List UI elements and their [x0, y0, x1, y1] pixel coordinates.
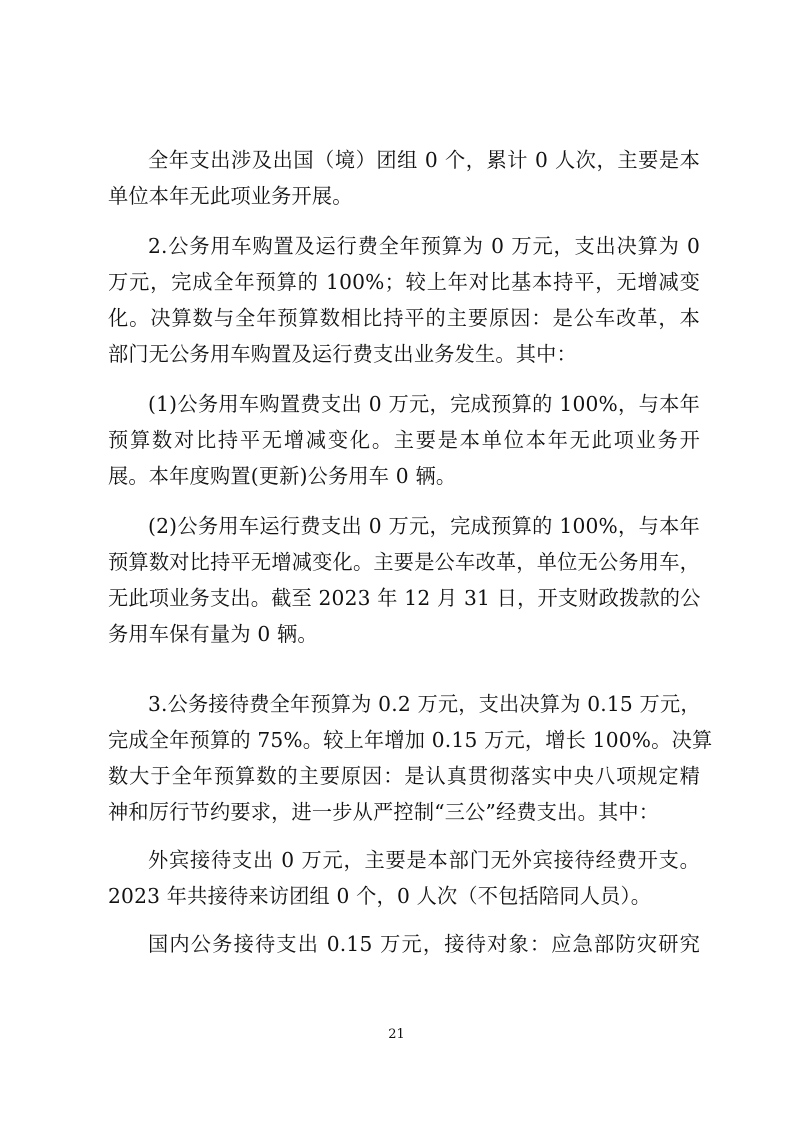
paragraph-overseas-travel [108, 142, 700, 214]
text-line: 万元，完成全年预算的 100%；较上年对比基本持平，无增减变 [108, 270, 700, 294]
text-line: 展。本年度购置(更新)公务用车 0 辆。 [108, 464, 457, 488]
text-line: 神和厉行节约要求，进一步从严控制“三公”经费支出。其中： [108, 800, 660, 824]
text-line: 2023 年共接待来访团组 0 个，0 人次（不包括陪同人员）。 [108, 884, 652, 908]
text-line: 预算数对比持平无增减变化。主要是公车改革，单位无公务用车， [108, 550, 700, 574]
text-line: 完成全年预算的 75%。较上年增加 0.15 万元，增长 100%。决算 [108, 728, 713, 752]
text-line: 无此项业务支出。截至 2023 年 12 月 31 日，开支财政拨款的公 [108, 586, 701, 610]
text-line: 单位本年无此项业务开展。 [108, 184, 353, 208]
text-line: 3.公务接待费全年预算为 0.2 万元，支出决算为 0.15 万元， [148, 692, 701, 716]
text-line: 预算数对比持平无增减变化。主要是本单位本年无此项业务开 [108, 428, 700, 452]
text-line: 外宾接待支出 0 万元，主要是本部门无外宾接待经费开支。 [148, 848, 700, 872]
page-number: 21 [388, 1027, 405, 1042]
paragraph-foreign-reception [108, 842, 700, 914]
text-line: 部门无公务用车购置及运行费支出业务发生。其中： [108, 342, 577, 366]
text-line: (1)公务用车购置费支出 0 万元，完成预算的 100%，与本年 [148, 392, 700, 416]
paragraph-vehicle-expenses [108, 228, 700, 372]
text-line: (2)公务用车运行费支出 0 万元，完成预算的 100%，与本年 [148, 514, 700, 538]
text-line: 化。决算数与全年预算数相比持平的主要原因：是公车改革，本 [108, 306, 700, 330]
text-line: 国内公务接待支出 0.15 万元，接待对象：应急部防灾研究 [148, 932, 700, 956]
paragraph-domestic-reception [108, 926, 700, 962]
paragraph-vehicle-operation [108, 508, 700, 652]
text-line: 务用车保有量为 0 辆。 [108, 622, 318, 646]
text-line: 全年支出涉及出国（境）团组 0 个，累计 0 人次，主要是本 [148, 148, 700, 172]
text-line: 2.公务用车购置及运行费全年预算为 0 万元，支出决算为 0 [148, 234, 700, 258]
paragraph-vehicle-purchase [108, 386, 700, 494]
text-line: 数大于全年预算数的主要原因：是认真贯彻落实中央八项规定精 [108, 764, 700, 788]
paragraph-reception-expenses [108, 686, 713, 830]
